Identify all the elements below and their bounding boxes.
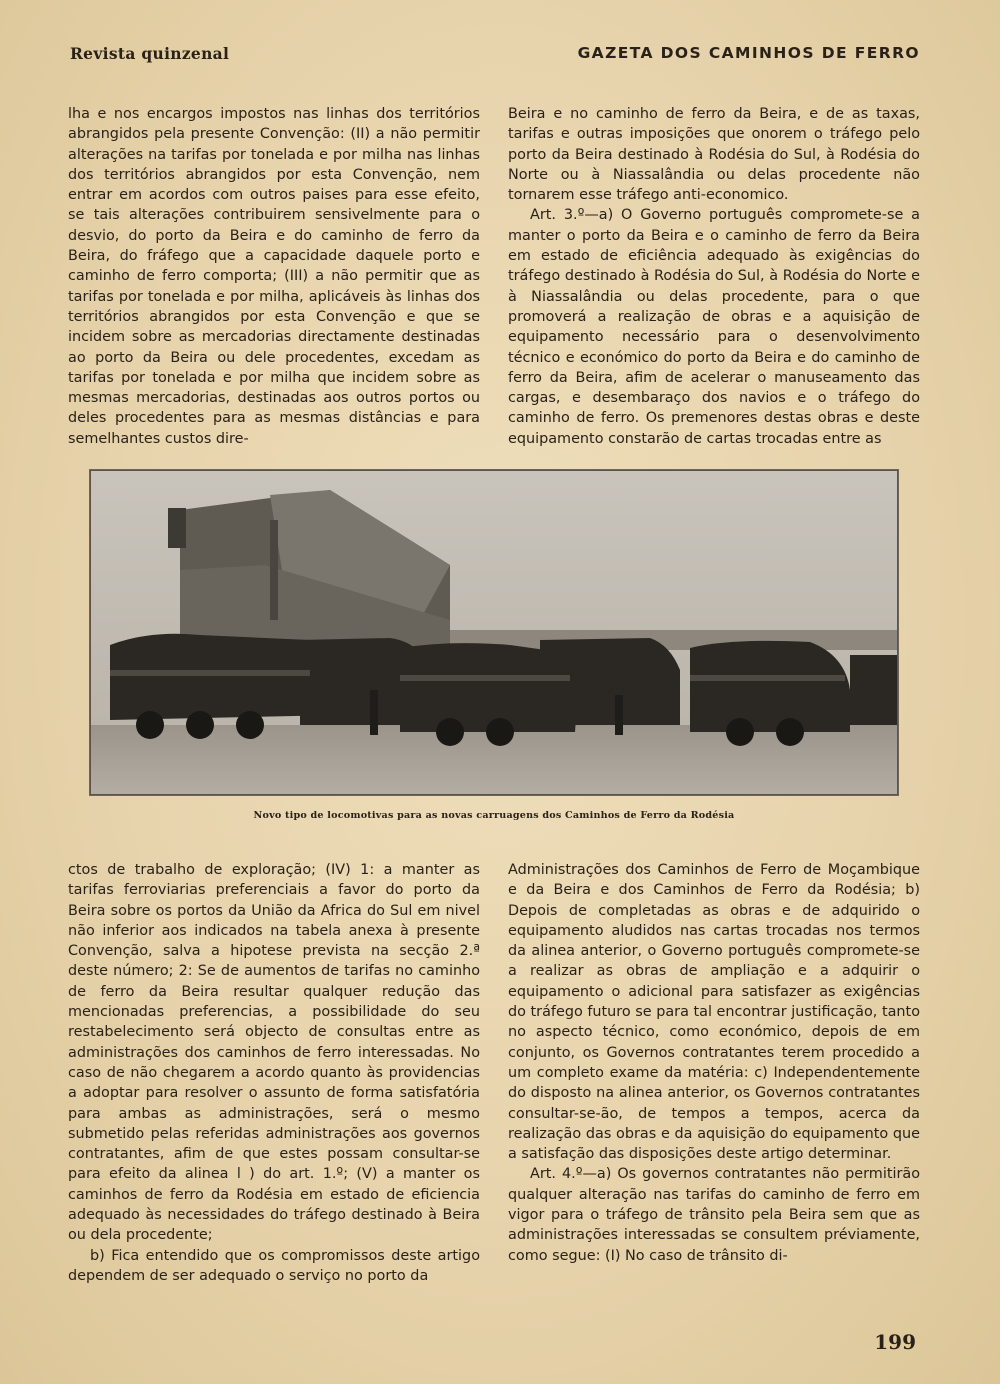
article-column-top-right (508, 104, 920, 449)
journal-issue-label: Revista quinzenal (70, 44, 230, 63)
paragraph: Beira e no caminho de ferro da Beira, e de as taxas, tarifas e outras imposições que onorem o tráfego pelo porto da Beira destinado à Rodésia do Sul, à Rodésia do Norte ou à Niassalândia ou delas procedente não tornarem esse tráfego anti-economico. (508, 106, 920, 204)
paragraph-item-b: b) Fica entendido que os compromissos deste artigo dependem de ser adequado o serviço no porto da (68, 1247, 480, 1284)
journal-title: GAZETA DOS CAMINHOS DE FERRO (577, 44, 920, 62)
article-column-bottom-left (68, 860, 480, 1286)
article-column-bottom-right (508, 860, 920, 1266)
paragraph: lha e nos encargos impostos nas linhas dos territórios abrangidos pela presente Convenção: (II) a não permitir alterações na tarifas por tonelada e por milha nas linhas dos territórios abrangidos por esta Convenção, nem entrar em acordos com outros paises para esse efeito, se tais alterações contribuirem sensivelmente para o desvio, do porto da Beira e do caminho de ferro da Beira, do fráfego que a capacidade daquele porto e caminho de ferro comporta; (III) a não permitir que as tarifas por tonelada e por milha, aplicáveis às linhas dos territórios abrangidos por esta Convenção e que se incidem sobre as mercadorias directamente destinadas ao porto da Beira ou dele procedentes, excedam as tarifas por tonelada e por milha que incidem sobre as mesmas mercadorias, destinadas aos outros portos ou deles procedentes para as mesmas distâncias e para semelhantes custos dire- (68, 106, 480, 447)
paragraph: ctos de trabalho de exploração; (IV) 1: a manter as tarifas ferroviarias preferenciais a favor do porto da Beira sobre os portos da União da Africa do Sul em nivel não inferior aos indicados na tabela anexa à presente Convenção, salva a hipotese prevista na secção 2.ª deste número; 2: Se de aumentos de tarifas no caminho de ferro da Beira resultar qualquer redução das mencionadas preferencias, a possibilidade do seu restabelecimento será objecto de consultas entre as administrações dos caminhos de ferro interessadas. No caso de não chegarem a acordo quanto às providencias a adoptar para resolver o assunto de forma satisfatória para ambas as administrações, será o mesmo submetido pelas referidas administrações aos governos contratantes, afim de que estes possam consultar-se para efeito da alinea l ) do art. 1.º; (V) a manter os caminhos de ferro da Rodésia em estado de eficiencia adequado às necessidades do tráfego destinado à Beira ou dela procedente; (68, 862, 480, 1244)
paragraph: Administrações dos Caminhos de Ferro de Moçambique e da Beira e dos Caminhos de Ferro da Rodésia; b) Depois de completadas as obras e de adquirido o equipamento aludidos nas cartas trocadas nos termos da alinea anterior, o Governo português compromete-se a realizar as obras de ampliação e a adquirir o equipamento o adicional para satisfazer as exigências do tráfego futuro se para tal encontrar justificação, tanto no aspecto técnico, como económico, depois de em conjunto, os Governos contratantes terem procedido a um completo exame da matéria: c) Independentemente do disposto na alinea anterior, os Governos contratantes consultar-se-ão, de tempos a tempos, acerca da realização das obras e da aquisição do equipamento que a satisfação das disposições deste artigo determinar. (508, 862, 920, 1163)
paragraph-art-4: Art. 4.º—a) Os governos contratantes não permitirão qualquer alteração nas tarifas do caminho de ferro em vigor para o tráfego de trânsito pela Beira sem que as administrações interessadas se consultem préviamente, como segue: (I) No caso de trânsito di- (508, 1166, 920, 1264)
page-number: 199 (874, 1330, 916, 1354)
locomotives-photo (90, 470, 898, 795)
figure-caption: Novo tipo de locomotivas para as novas carruagens dos Caminhos de Ferro da Rodésia (253, 810, 735, 821)
article-column-top-left (68, 104, 480, 449)
paragraph-art-3: Art. 3.º—a) O Governo português compromete-se a manter o porto da Beira e o caminho de ferro da Beira em estado de eficiência adequado às exigências do tráfego destinado à Rodésia do Sul, à Rodésia do Norte e à Niassalândia ou delas procedente, para o que promoverá a realização de obras e a aquisição de equipamento necessário para o desenvolvimento técnico e económico do porto da Beira e do caminho de ferro da Beira, afim de acelerar o manuseamento das cargas, e desembaraço dos navios e o tráfego do caminho de ferro. Os premenores destas obras e deste equipamento constarão de cartas trocadas entre as (508, 207, 920, 447)
